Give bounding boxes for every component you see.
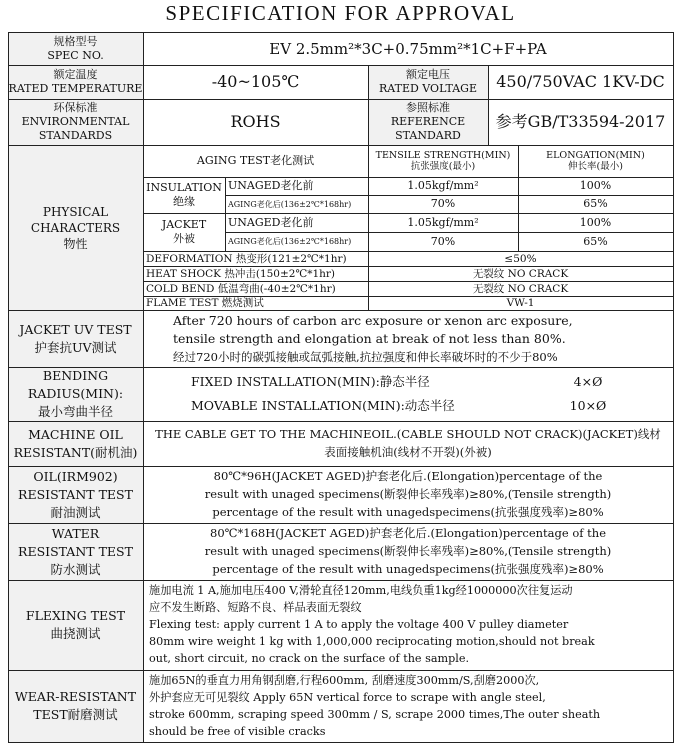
wear-line: 外护套应无可见裂纹 Apply 65N vertical force to scrape with angle steel, — [149, 691, 546, 704]
insulation-unaged-tensile: 1.05kgf/mm² — [407, 179, 479, 192]
rated-temperature-label: 额定温度 RATED TEMPERATURE — [8, 65, 143, 99]
water-line: percentage of the result with unagedspecimens(抗张强度残率)≥80% — [212, 562, 604, 576]
jacket-label: JACKET 外被 — [161, 218, 207, 245]
elongation-header: ELONGATION(MIN) 伸长率(最小) — [546, 150, 645, 172]
rated-voltage-value: 450/750VAC 1KV-DC — [496, 72, 665, 91]
environmental-label: 环保标准 ENVIRONMENTAL STANDARDS — [8, 99, 143, 145]
heat-shock-value: 无裂纹 NO CRACK — [472, 267, 569, 280]
jacket-aged-label: AGING老化后(136±2℃*168hr) — [228, 237, 352, 246]
machine-oil-text — [143, 421, 673, 466]
insulation-unaged-label: UNAGED老化前 — [228, 179, 314, 192]
flexing-line: 施加电流 1 A,施加电压400 V,滑轮直径120mm,电线负重1kg经1000000次往复运动 — [149, 584, 573, 597]
rated-voltage-label: 额定电压 RATED VOLTAGE — [368, 65, 488, 99]
water-line: 80℃*168H(JACKET AGED)护套老化后.(Elongation)percentage of the — [210, 526, 606, 540]
oil-resistant-label: OIL(IRM902) RESISTANT TEST 耐油测试 — [8, 466, 143, 523]
cold-bend-value: 无裂纹 NO CRACK — [472, 282, 569, 295]
flame-test-label: FLAME TEST 燃烧测试 — [146, 297, 264, 309]
machine-oil-label: MACHINE OIL RESISTANT(耐机油) — [8, 421, 143, 466]
deformation-label: DEFORMATION 热变形(121±2℃*1hr) — [146, 252, 347, 265]
flexing-line: out, short circuit, no crack on the surface of the sample. — [149, 652, 470, 665]
insulation-aged-tensile: 70% — [430, 197, 456, 210]
uv-test-text — [143, 310, 673, 367]
water-line: result with unaged specimens(断裂伸长率残率)≥80%,(Tensile strength) — [204, 544, 612, 558]
flexing-test-text — [143, 580, 673, 670]
page-title: SPECIFICATION FOR APPROVAL — [165, 1, 516, 25]
environmental-value: ROHS — [230, 112, 281, 131]
jacket-unaged-elongation: 100% — [579, 215, 612, 229]
flexing-test-label: FLEXING TEST 曲挠测试 — [8, 580, 143, 670]
wear-resistant-text — [143, 670, 673, 742]
machine-oil-line: 表面接触机油(线材不开裂)(外被) — [324, 445, 492, 459]
bending-radius-label: BENDING RADIUS(MIN): 最小弯曲半径 — [8, 367, 143, 421]
wear-line: stroke 600mm, scraping speed 300mm / S, scrape 2000 times,The outer sheath — [149, 708, 601, 721]
oil-line: 80℃*96H(JACKET AGED)护套老化后.(Elongation)percentage of the — [213, 469, 603, 483]
insulation-aged-elongation: 65% — [583, 197, 608, 210]
reference-value: 参考GB/T33594-2017 — [495, 112, 666, 131]
uv-line: tensile strength and elongation at break of not less than 80%. — [173, 331, 566, 346]
oil-line: result with unaged specimens(断裂伸长率残率)≥80%,(Tensile strength) — [204, 487, 612, 501]
spec-no-value: EV 2.5mm²*3C+0.75mm²*1C+F+PA — [269, 39, 547, 58]
flexing-line: 应不发生断路、短路不良、样品表面无裂纹 — [149, 601, 362, 614]
movable-installation-value: 10×Ø — [569, 398, 607, 413]
uv-test-label: JACKET UV TEST 护套抗UV测试 — [8, 310, 143, 367]
jacket-unaged-tensile: 1.05kgf/mm² — [407, 215, 479, 229]
physical-label: PHYSICAL CHARACTERS 物性 — [8, 145, 143, 310]
movable-installation-label: MOVABLE INSTALLATION(MIN):动态半径 — [191, 398, 455, 413]
reference-label: 参照标准 REFERENCE STANDARD — [368, 99, 488, 145]
uv-line: 经过720小时的碳弧接触或氙弧接触,抗拉强度和伸长率破坏时的不少于80% — [173, 350, 558, 364]
heat-shock-label: HEAT SHOCK 热冲击(150±2℃*1hr) — [146, 267, 336, 280]
flame-test-value: VW-1 — [506, 297, 535, 309]
machine-oil-line: THE CABLE GET TO THE MACHINEOIL.(CABLE SHOULD NOT CRACK)(JACKET)线材 — [155, 427, 661, 441]
jacket-aged-elongation: 65% — [583, 234, 608, 248]
tensile-header: TENSILE STRENGTH(MIN) 抗张强度(最小) — [375, 150, 511, 172]
oil-resistant-text — [143, 466, 673, 523]
wear-line: should be free of visible cracks — [149, 725, 326, 738]
rated-temperature-value: -40~105℃ — [211, 72, 300, 91]
uv-line: After 720 hours of carbon arc exposure or xenon arc exposure, — [173, 313, 573, 328]
flexing-line: Flexing test: apply current 1 A to apply the voltage 400 V pulley diameter — [149, 618, 569, 631]
wear-resistant-label: WEAR-RESISTANT TEST耐磨测试 — [8, 670, 143, 742]
wear-line: 施加65N的垂直力用角钢刮磨,行程600mm, 刮磨速度300mm/S,刮磨2000次, — [149, 674, 540, 687]
insulation-aged-label: AGING老化后(136±2℃*168hr) — [228, 199, 352, 209]
spec-no-label: 规格型号 SPEC NO. — [8, 32, 143, 65]
oil-line: percentage of the result with unagedspecimens(抗张强度残率)≥80% — [212, 505, 604, 519]
water-resistant-text — [143, 523, 673, 580]
fixed-installation-label: FIXED INSTALLATION(MIN):静态半径 — [191, 374, 430, 389]
fixed-installation-value: 4×Ø — [573, 374, 603, 389]
cold-bend-label: COLD BEND 低温弯曲(-40±2℃*1hr) — [146, 282, 336, 295]
jacket-aged-tensile: 70% — [430, 234, 456, 248]
deformation-value: ≤50% — [504, 252, 537, 265]
flexing-line: 80mm wire weight 1 kg with 1,000,000 reciprocating motion,should not break — [149, 635, 595, 648]
jacket-unaged-label: UNAGED老化前 — [228, 215, 314, 229]
aging-test-header: AGING TEST老化测试 — [196, 154, 315, 167]
water-resistant-label: WATER RESISTANT TEST 防水测试 — [8, 523, 143, 580]
insulation-unaged-elongation: 100% — [579, 179, 612, 192]
insulation-label: INSULATION 绝缘 — [146, 181, 222, 208]
